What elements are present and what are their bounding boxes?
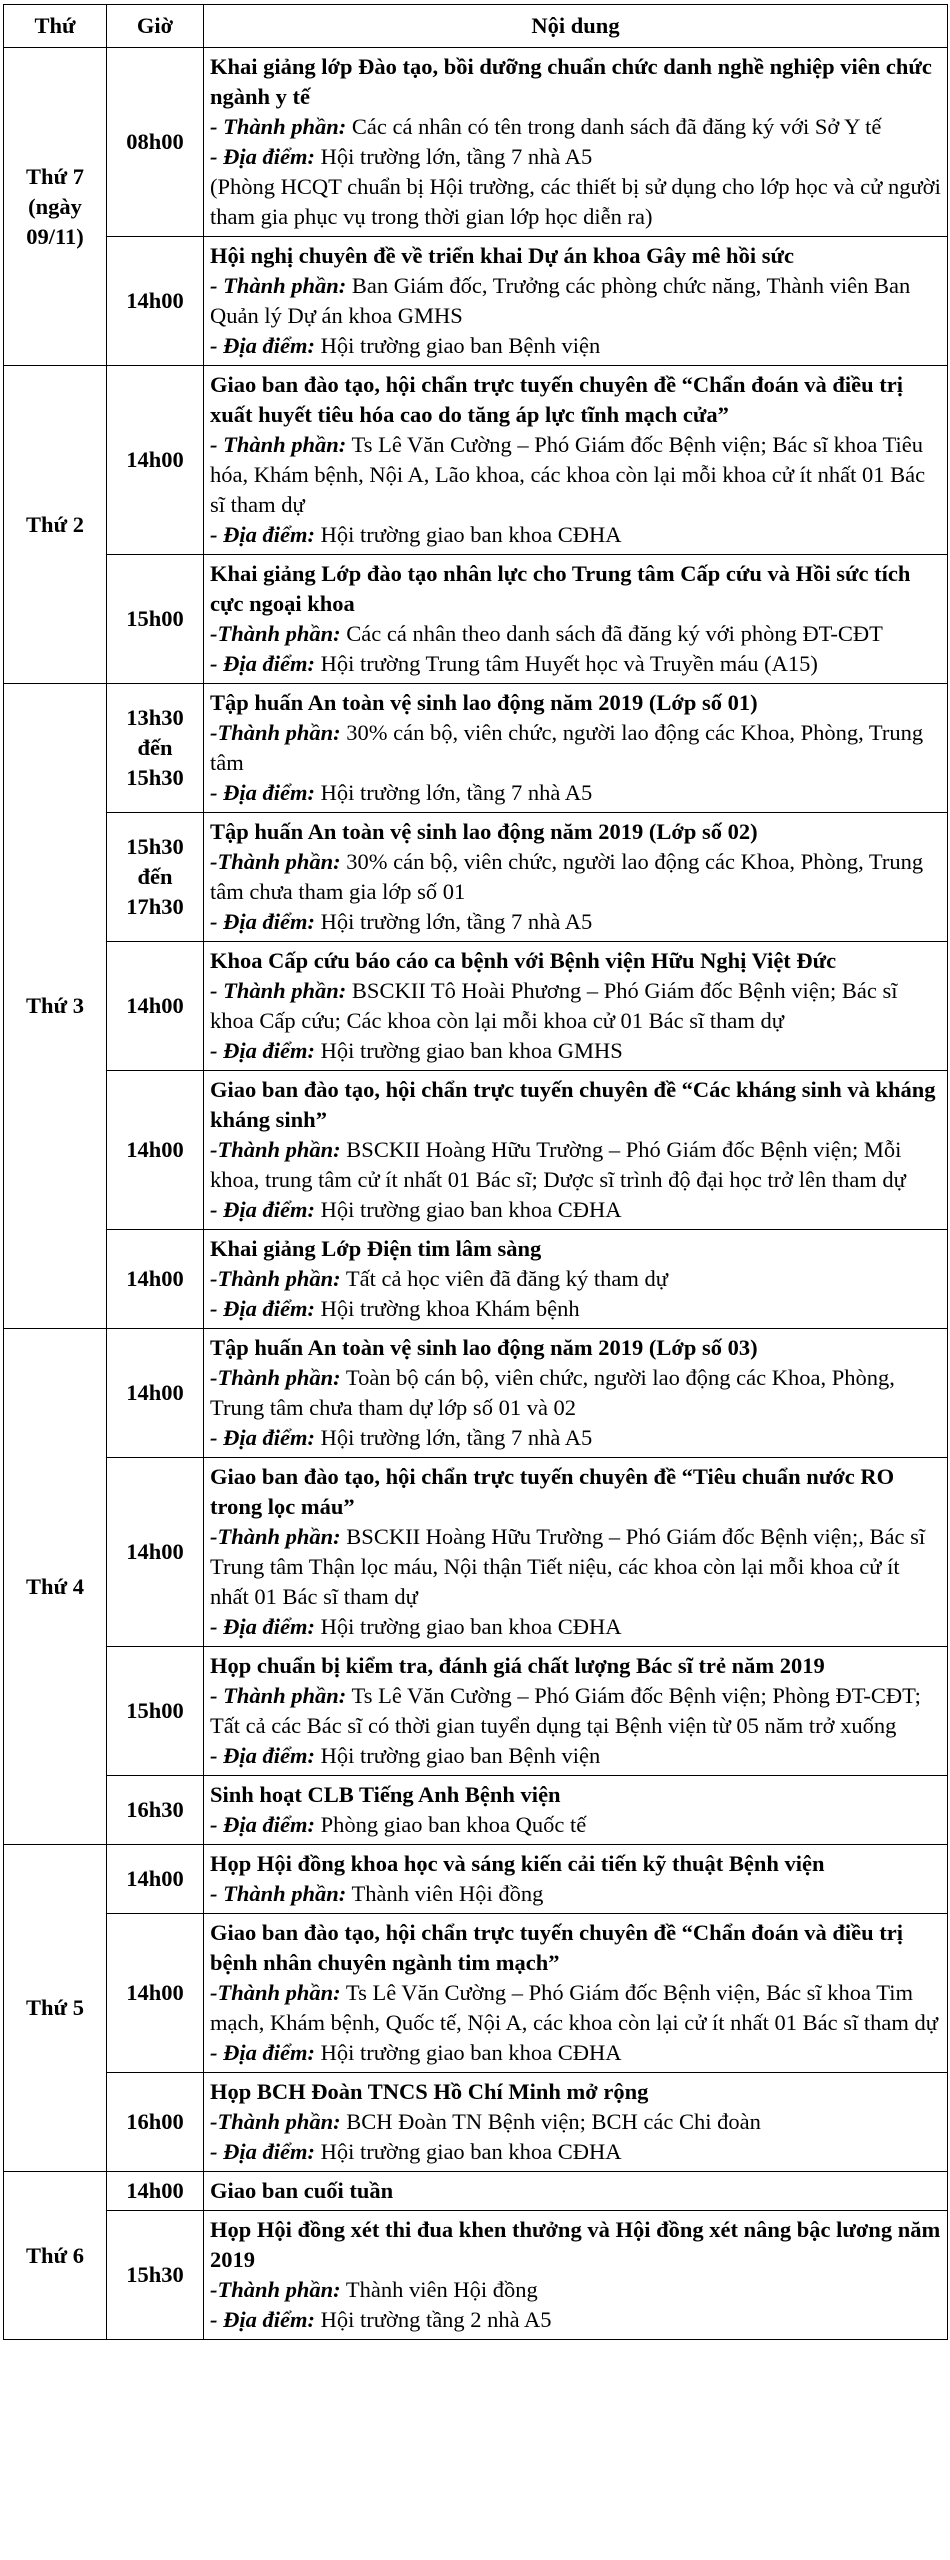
detail-text: Thành viên Hội đồng (346, 1881, 544, 1906)
time-cell (107, 48, 204, 237)
detail-label: - Địa điểm: (210, 651, 315, 676)
detail-label: - Địa điểm: (210, 2139, 315, 2164)
event-title: Họp chuẩn bị kiểm tra, đánh giá chất lượng Bác sĩ trẻ năm 2019 (210, 1653, 825, 1678)
header-row (4, 5, 948, 48)
detail-text: Toàn bộ cán bộ, viên chức, người lao động các Khoa, Phòng, Trung tâm chưa tham dự lớp số 01 và 02 (210, 1365, 895, 1420)
content-cell (204, 813, 948, 942)
event-title: Giao ban đào tạo, hội chẩn trực tuyến chuyên đề “Chẩn đoán và điều trị bệnh nhân chuyên ngành tim mạch” (210, 1920, 903, 1975)
event-title: Hội nghị chuyên đề về triển khai Dự án khoa Gây mê hồi sức (210, 243, 794, 268)
schedule-row (4, 366, 948, 555)
event-title: Khai giảng Lớp Điện tim lâm sàng (210, 1236, 542, 1261)
event-detail (210, 1036, 941, 1066)
detail-label: -Thành phần: (210, 849, 341, 874)
time-text: 15h00 (126, 1698, 184, 1723)
time-cell (107, 2211, 204, 2340)
schedule-row (4, 1647, 948, 1776)
content-cell (204, 555, 948, 684)
time-cell (107, 1329, 204, 1458)
event-detail (210, 2305, 941, 2335)
event-detail (210, 619, 941, 649)
event-detail (210, 2275, 941, 2305)
detail-label: - Địa điểm: (210, 144, 315, 169)
time-text: 16h00 (126, 2109, 184, 2134)
detail-text: Hội trường giao ban Bệnh viện (314, 333, 601, 358)
detail-label: -Thành phần: (210, 2109, 341, 2134)
event-detail (210, 649, 941, 679)
schedule-row (4, 2172, 948, 2211)
event-title: Sinh hoạt CLB Tiếng Anh Bệnh viện (210, 1782, 561, 1807)
detail-text: Phòng giao ban khoa Quốc tế (314, 1812, 587, 1837)
detail-text: Hội trường lớn, tầng 7 nhà A5 (314, 780, 593, 805)
time-text: 14h00 (126, 288, 184, 313)
detail-text: 30% cán bộ, viên chức, người lao động các Khoa, Phòng, Trung tâm chưa tham gia lớp số 01 (210, 849, 924, 904)
detail-label: - Địa điểm: (210, 1614, 315, 1639)
detail-label: -Thành phần: (210, 1266, 341, 1291)
schedule-row (4, 1329, 948, 1458)
time-cell (107, 942, 204, 1071)
content-cell (204, 1647, 948, 1776)
header-day: Thứ (4, 5, 107, 48)
event-detail (210, 1612, 941, 1642)
time-cell (107, 1914, 204, 2073)
schedule-row (4, 1914, 948, 2073)
content-cell (204, 1071, 948, 1230)
detail-text: Hội trường lớn, tầng 7 nhà A5 (314, 1425, 593, 1450)
time-text: 15h30 (126, 765, 184, 790)
event-title: Họp Hội đồng xét thi đua khen thưởng và Hội đồng xét nâng bậc lương năm 2019 (210, 2217, 941, 2272)
time-text: 15h30 (126, 2262, 184, 2287)
day-cell (4, 1329, 107, 1845)
event-detail (210, 430, 941, 520)
detail-text: (Phòng HCQT chuẩn bị Hội trường, các thiết bị sử dụng cho lớp học và cử người tham gia phục vụ trong thời gian lớp học diễn ra) (210, 174, 941, 229)
day-label: Thứ 2 (26, 511, 84, 537)
day-label: Thứ 6 (26, 2242, 84, 2268)
detail-label: - Địa điểm: (210, 2040, 315, 2065)
schedule-row (4, 2073, 948, 2172)
detail-label: - Địa điểm: (210, 1425, 315, 1450)
header-time: Giờ (107, 5, 204, 48)
time-text: 17h30 (126, 894, 184, 919)
detail-label: - Địa điểm: (210, 1743, 315, 1768)
day-cell (4, 684, 107, 1329)
time-text: 15h30 (126, 834, 184, 859)
event-detail (210, 520, 941, 550)
event-title: Giao ban cuối tuần (210, 2178, 394, 2203)
time-text: đến (137, 735, 173, 760)
event-title: Họp BCH Đoàn TNCS Hồ Chí Minh mở rộng (210, 2079, 649, 2104)
event-title: Giao ban đào tạo, hội chẩn trực tuyến chuyên đề “Các kháng sinh và kháng kháng sinh” (210, 1077, 936, 1132)
day-cell (4, 2172, 107, 2340)
content-cell (204, 1329, 948, 1458)
event-title: Giao ban đào tạo, hội chẩn trực tuyến chuyên đề “Chẩn đoán và điều trị xuất huyết tiêu hóa cao do tăng áp lực tĩnh mạch cửa” (210, 372, 903, 427)
detail-text: Hội trường giao ban khoa CĐHA (314, 522, 622, 547)
content-cell (204, 1914, 948, 2073)
detail-label: - Thành phần: (210, 432, 347, 457)
event-detail (210, 718, 941, 778)
event-detail (210, 142, 941, 172)
event-detail (210, 2107, 941, 2137)
event-detail (210, 976, 941, 1036)
schedule-row (4, 1071, 948, 1230)
day-cell (4, 48, 107, 366)
event-detail (210, 1681, 941, 1741)
event-detail (210, 1363, 941, 1423)
detail-text: Các cá nhân theo danh sách đã đăng ký với phòng ĐT-CĐT (340, 621, 883, 646)
time-text: 14h00 (126, 1980, 184, 2005)
event-detail (210, 1294, 941, 1324)
detail-label: - Thành phần: (210, 273, 347, 298)
time-text: 13h30 (126, 705, 184, 730)
time-text: 14h00 (126, 447, 184, 472)
day-cell (4, 1845, 107, 2172)
schedule-row (4, 2211, 948, 2340)
header-content: Nội dung (204, 5, 948, 48)
day-label: Thứ 3 (26, 993, 84, 1018)
detail-text: Hội trường lớn, tầng 7 nhà A5 (314, 909, 593, 934)
detail-label: - Địa điểm: (210, 1296, 315, 1321)
day-date: 09/11) (26, 223, 84, 249)
schedule-row (4, 1458, 948, 1647)
time-cell (107, 1230, 204, 1329)
schedule-table (3, 4, 948, 2340)
detail-label: - Thành phần: (210, 114, 347, 139)
content-cell (204, 684, 948, 813)
time-text: 14h00 (126, 1137, 184, 1162)
event-title: Họp Hội đồng khoa học và sáng kiến cải tiến kỹ thuật Bệnh viện (210, 1851, 825, 1876)
time-text: 14h00 (126, 993, 184, 1018)
detail-text: BCH Đoàn TN Bệnh viện; BCH các Chi đoàn (340, 2109, 761, 2134)
event-detail (210, 1423, 941, 1453)
detail-label: - Địa điểm: (210, 333, 315, 358)
event-title: Khai giảng lớp Đào tạo, bồi dưỡng chuẩn chức danh nghề nghiệp viên chức ngành y tế (210, 54, 932, 109)
event-detail (210, 1195, 941, 1225)
detail-label: -Thành phần: (210, 1137, 341, 1162)
event-title: Khoa Cấp cứu báo cáo ca bệnh với Bệnh viện Hữu Nghị Việt Đức (210, 948, 837, 973)
time-cell (107, 237, 204, 366)
event-detail (210, 907, 941, 937)
detail-text: Tất cả học viên đã đăng ký tham dự (340, 1266, 668, 1291)
detail-label: - Địa điểm: (210, 1197, 315, 1222)
content-cell (204, 1230, 948, 1329)
event-detail (210, 331, 941, 361)
schedule-row (4, 684, 948, 813)
detail-label: - Địa điểm: (210, 2307, 315, 2332)
detail-text: Hội trường giao ban khoa GMHS (314, 1038, 623, 1063)
content-cell (204, 2211, 948, 2340)
detail-text: Các cá nhân có tên trong danh sách đã đăng ký với Sở Y tế (346, 114, 882, 139)
detail-label: - Địa điểm: (210, 909, 315, 934)
detail-text: Hội trường tầng 2 nhà A5 (314, 2307, 552, 2332)
time-cell (107, 1776, 204, 1845)
content-cell (204, 1776, 948, 1845)
event-title: Tập huấn An toàn vệ sinh lao động năm 2019 (Lớp số 02) (210, 819, 758, 844)
detail-text: Hội trường khoa Khám bệnh (314, 1296, 580, 1321)
event-title: Khai giảng Lớp đào tạo nhân lực cho Trung tâm Cấp cứu và Hồi sức tích cực ngoại khoa (210, 561, 911, 616)
detail-label: -Thành phần: (210, 1524, 341, 1549)
event-detail (210, 1879, 941, 1909)
detail-label: - Địa điểm: (210, 1812, 315, 1837)
event-detail (210, 2038, 941, 2068)
day-label: Thứ 7 (26, 163, 84, 189)
event-detail (210, 847, 941, 907)
detail-label: -Thành phần: (210, 720, 341, 745)
detail-label: -Thành phần: (210, 1980, 341, 2005)
event-detail (210, 1135, 941, 1195)
event-detail (210, 112, 941, 142)
event-title: Tập huấn An toàn vệ sinh lao động năm 2019 (Lớp số 03) (210, 1335, 758, 1360)
event-title: Tập huấn An toàn vệ sinh lao động năm 2019 (Lớp số 01) (210, 690, 758, 715)
time-text: 14h00 (126, 1266, 184, 1291)
detail-label: - Địa điểm: (210, 1038, 315, 1063)
event-detail (210, 1810, 941, 1840)
time-cell (107, 813, 204, 942)
schedule-row (4, 813, 948, 942)
event-detail (210, 1264, 941, 1294)
detail-text: Ts Lê Văn Cường – Phó Giám đốc Bệnh viện; Bác sĩ khoa Tiêu hóa, Khám bệnh, Nội A, Lão khoa, các khoa còn lại mỗi khoa cử ít nhất 01 Bác sĩ tham dự (210, 432, 926, 517)
day-label: Thứ 4 (26, 1573, 84, 1599)
time-cell (107, 1647, 204, 1776)
day-label: Thứ 5 (26, 1995, 84, 2020)
event-detail (210, 2137, 941, 2167)
detail-label: - Địa điểm: (210, 780, 315, 805)
detail-text: Ban Giám đốc, Trưởng các phòng chức năng, Thành viên Ban Quản lý Dự án khoa GMHS (210, 273, 911, 328)
day-date: (ngày (28, 193, 82, 219)
detail-text: Ts Lê Văn Cường – Phó Giám đốc Bệnh viện, Bác sĩ khoa Tim mạch, Khám bệnh, Quốc tế, Nội A, các khoa còn lại cử ít nhất 01 Bác sĩ tham dự (210, 1980, 938, 2035)
detail-text: Hội trường giao ban Bệnh viện (314, 1743, 601, 1768)
content-cell (204, 942, 948, 1071)
schedule-body (4, 48, 948, 2340)
detail-text: BSCKII Hoàng Hữu Trường – Phó Giám đốc Bệnh viện; Mỗi khoa, trung tâm cử ít nhất 01 Bác sĩ; Dược sĩ trình độ đại học trở lên tham dự (210, 1137, 906, 1192)
time-cell (107, 684, 204, 813)
detail-label: -Thành phần: (210, 621, 341, 646)
detail-label: - Thành phần: (210, 1881, 347, 1906)
time-text: 14h00 (126, 2178, 184, 2203)
event-detail (210, 1978, 941, 2038)
time-text: 08h00 (126, 129, 184, 154)
content-cell (204, 366, 948, 555)
time-text: 15h00 (126, 606, 184, 631)
schedule-row (4, 48, 948, 237)
schedule-row (4, 555, 948, 684)
time-cell (107, 1845, 204, 1914)
schedule-row (4, 237, 948, 366)
detail-label: -Thành phần: (210, 2277, 341, 2302)
schedule-row (4, 1776, 948, 1845)
event-detail (210, 1522, 941, 1612)
time-text: 14h00 (126, 1866, 184, 1891)
time-text: 14h00 (126, 1539, 184, 1564)
content-cell (204, 48, 948, 237)
detail-text: BSCKII Hoàng Hữu Trường – Phó Giám đốc Bệnh viện;, Bác sĩ Trung tâm Thận lọc máu, Nội thận Tiết niệu, các khoa còn lại mỗi khoa cử ít nhất 01 Bác sĩ tham dự (210, 1524, 926, 1609)
detail-text: Hội trường lớn, tầng 7 nhà A5 (314, 144, 593, 169)
detail-text: Thành viên Hội đồng (340, 2277, 538, 2302)
detail-text: Hội trường giao ban khoa CĐHA (314, 2040, 622, 2065)
detail-text: 30% cán bộ, viên chức, người lao động các Khoa, Phòng, Trung tâm (210, 720, 924, 775)
content-cell (204, 1845, 948, 1914)
content-cell (204, 1458, 948, 1647)
event-title: Giao ban đào tạo, hội chẩn trực tuyến chuyên đề “Tiêu chuẩn nước RO trong lọc máu” (210, 1464, 895, 1519)
detail-text: Hội trường giao ban khoa CĐHA (314, 2139, 622, 2164)
time-cell (107, 2172, 204, 2211)
content-cell (204, 2172, 948, 2211)
detail-text: Hội trường giao ban khoa CĐHA (314, 1614, 622, 1639)
detail-text: BSCKII Tô Hoài Phương – Phó Giám đốc Bệnh viện; Bác sĩ khoa Cấp cứu; Các khoa còn lại mỗi khoa cử 01 Bác sĩ tham dự (210, 978, 898, 1033)
detail-label: - Thành phần: (210, 978, 347, 1003)
detail-label: -Thành phần: (210, 1365, 341, 1390)
schedule-row (4, 942, 948, 1071)
time-text: đến (137, 864, 173, 889)
detail-text: Hội trường giao ban khoa CĐHA (314, 1197, 622, 1222)
detail-text: Hội trường Trung tâm Huyết học và Truyền máu (A15) (314, 651, 818, 676)
time-cell (107, 366, 204, 555)
event-detail (210, 778, 941, 808)
content-cell (204, 2073, 948, 2172)
day-cell (4, 366, 107, 684)
event-detail (210, 172, 941, 232)
schedule-row (4, 1845, 948, 1914)
time-cell (107, 1071, 204, 1230)
event-detail (210, 1741, 941, 1771)
time-text: 16h30 (126, 1797, 184, 1822)
time-text: 14h00 (126, 1380, 184, 1405)
time-cell (107, 2073, 204, 2172)
detail-label: - Địa điểm: (210, 522, 315, 547)
time-cell (107, 555, 204, 684)
schedule-row (4, 1230, 948, 1329)
content-cell (204, 237, 948, 366)
time-cell (107, 1458, 204, 1647)
event-detail (210, 271, 941, 331)
detail-text: Ts Lê Văn Cường – Phó Giám đốc Bệnh viện; Phòng ĐT-CĐT; Tất cả các Bác sĩ có thời gian tuyển dụng tại Bệnh viện từ 05 năm trở xuống (210, 1683, 921, 1738)
detail-label: - Thành phần: (210, 1683, 347, 1708)
